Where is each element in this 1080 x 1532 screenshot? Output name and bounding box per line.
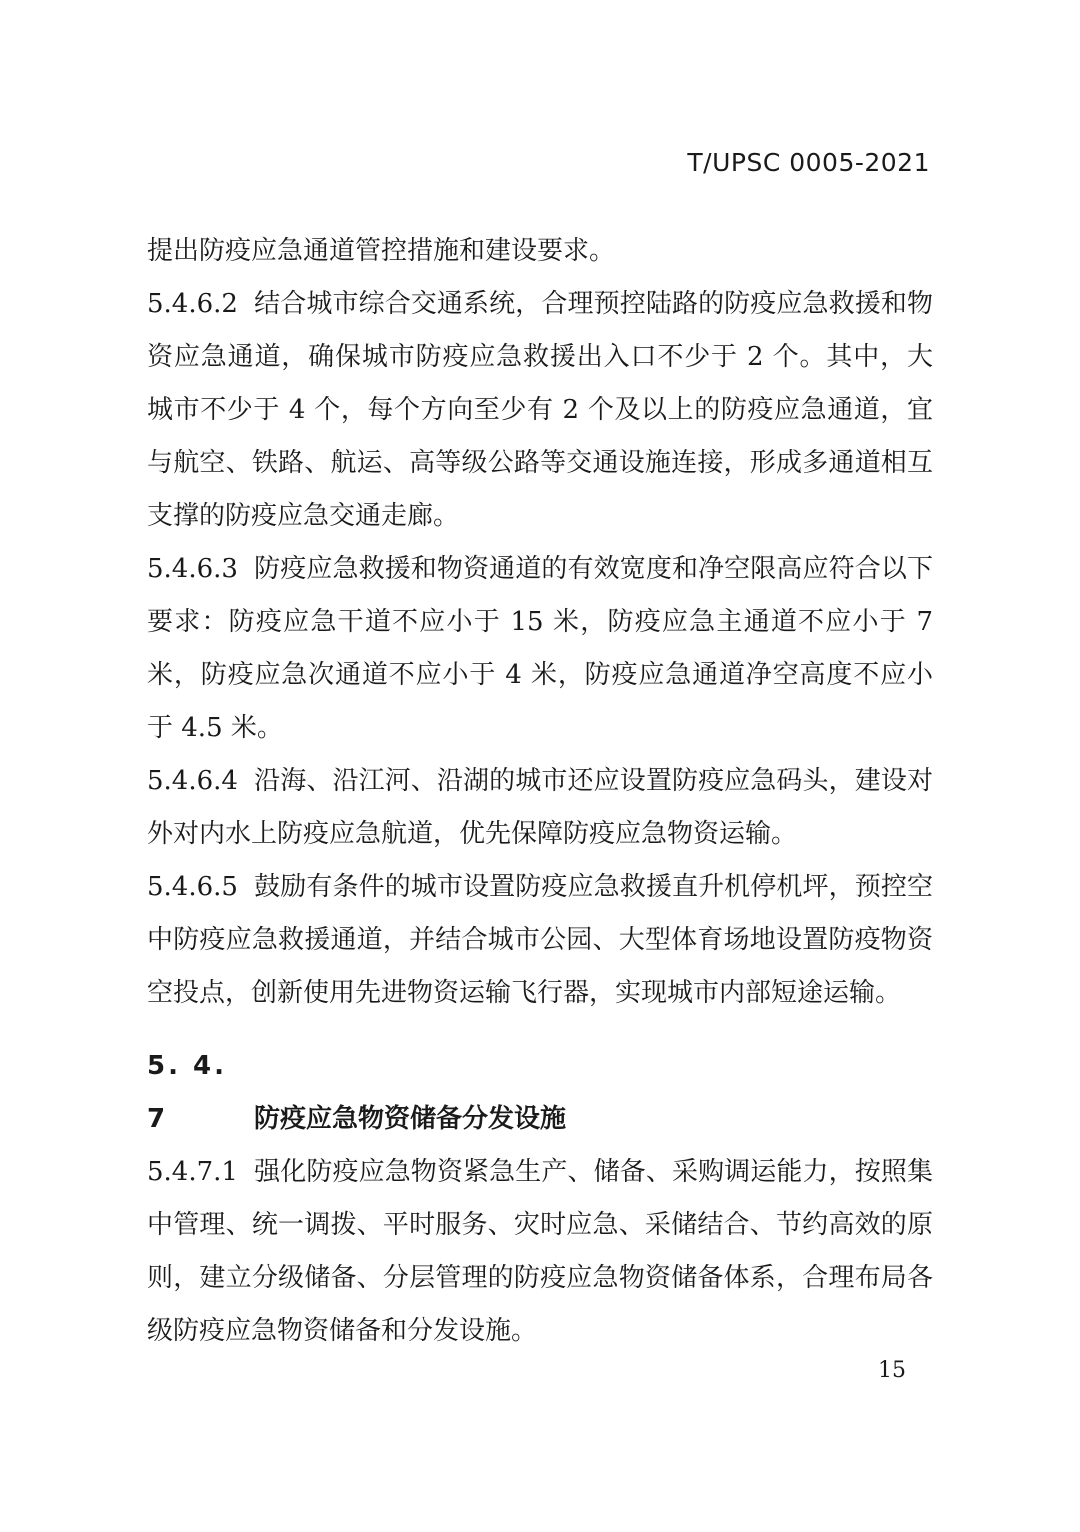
document-code: T/UPSC 0005-2021 [687, 148, 930, 177]
clause-text: 强化防疫应急物资紧急生产、储备、采购调运能力，按照集中管理、统一调拨、平时服务、灾时应急、采储结合、节约高效的原则，建立分级储备、分层管理的防疫应急物资储备体系，合理布局各级防疫应急物资储备和分发设施。 [147, 1157, 933, 1346]
clause-5-4-6-4 [147, 755, 933, 861]
clause-5-4-6-2 [147, 278, 933, 543]
clause-number: 5.4.6.5 [147, 872, 238, 902]
clause-text: 鼓励有条件的城市设置防疫应急救援直升机停机坪，预控空中防疫应急救援通道，并结合城市公园、大型体育场地设置防疫物资空投点，创新使用先进物资运输飞行器，实现城市内部短途运输。 [147, 872, 933, 1008]
clause-number: 5.4.7.1 [147, 1157, 238, 1187]
clause-number: 5.4.6.4 [147, 766, 238, 796]
clause-text: 沿海、沿江河、沿湖的城市还应设置防疫应急码头，建设对外对内水上防疫应急航道，优先保障防疫应急物资运输。 [147, 766, 933, 849]
page-number: 15 [878, 1358, 906, 1383]
document-body [147, 225, 933, 1358]
paragraph-text: 提出防疫应急通道管控措施和建设要求。 [147, 236, 616, 266]
clause-5-4-7-1 [147, 1146, 933, 1358]
section-title: 防疫应急物资储备分发设施 [254, 1104, 567, 1134]
paragraph-continuation [147, 225, 933, 278]
clause-number: 5.4.6.3 [147, 554, 238, 584]
section-heading [147, 1040, 933, 1146]
clause-number: 5.4.6.2 [147, 289, 238, 319]
clause-text: 防疫应急救援和物资通道的有效宽度和净空限高应符合以下要求：防疫应急干道不应小于 15 米，防疫应急主通道不应小于 7 米，防疫应急次通道不应小于 4 米，防疫应急通道净空高度不应小于 4.5 米。 [147, 554, 933, 743]
section-number: 5. 4. 7 [147, 1051, 227, 1134]
clause-5-4-6-3 [147, 543, 933, 755]
clause-text: 结合城市综合交通系统，合理预控陆路的防疫应急救援和物资应急通道，确保城市防疫应急救援出入口不少于 2 个。其中，大城市不少于 4 个，每个方向至少有 2 个及以上的防疫应急通道，宜与航空、铁路、航运、高等级公路等交通设施连接，形成多通道相互支撑的防疫应急交通走廊。 [147, 289, 933, 531]
clause-5-4-6-5 [147, 861, 933, 1020]
